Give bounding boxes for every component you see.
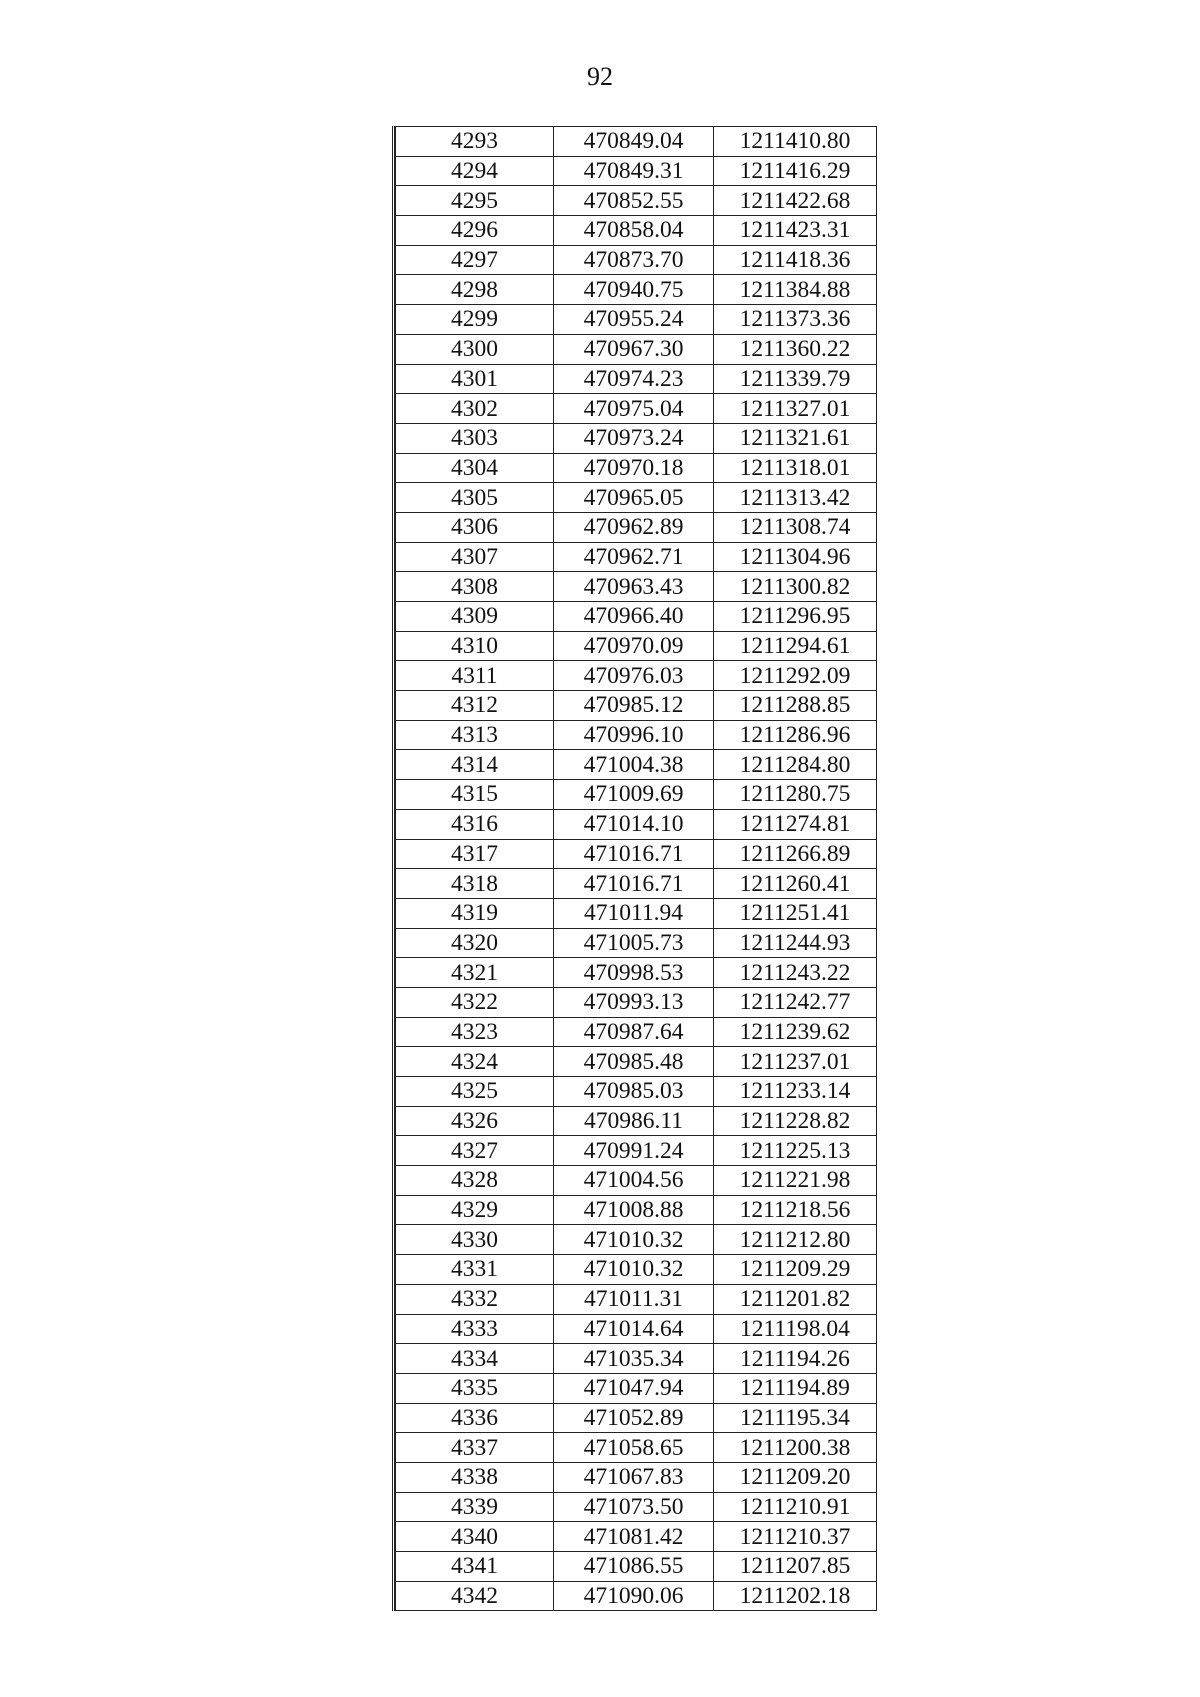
y-coordinate-cell: 1211360.22	[714, 334, 877, 364]
x-coordinate-cell: 471073.50	[554, 1492, 714, 1522]
table-row	[396, 572, 877, 602]
point-number-cell: 4338	[396, 1462, 554, 1492]
x-coordinate-cell: 471005.73	[554, 928, 714, 958]
x-coordinate-cell: 470985.48	[554, 1047, 714, 1077]
x-coordinate-cell: 470973.24	[554, 423, 714, 453]
point-number-cell: 4298	[396, 275, 554, 305]
point-number-cell: 4323	[396, 1017, 554, 1047]
point-number-cell: 4332	[396, 1284, 554, 1314]
point-number-cell: 4311	[396, 661, 554, 691]
point-number-cell: 4329	[396, 1195, 554, 1225]
table-row	[396, 1462, 877, 1492]
table-row	[396, 423, 877, 453]
point-number-cell: 4341	[396, 1552, 554, 1582]
point-number-cell: 4342	[396, 1581, 554, 1611]
point-number-cell: 4313	[396, 720, 554, 750]
x-coordinate-cell: 471047.94	[554, 1373, 714, 1403]
table-row	[396, 156, 877, 186]
y-coordinate-cell: 1211228.82	[714, 1106, 877, 1136]
y-coordinate-cell: 1211194.89	[714, 1373, 877, 1403]
table-row	[396, 1403, 877, 1433]
x-coordinate-cell: 470986.11	[554, 1106, 714, 1136]
point-number-cell: 4306	[396, 512, 554, 542]
x-coordinate-cell: 471009.69	[554, 780, 714, 810]
point-number-cell: 4319	[396, 898, 554, 928]
x-coordinate-cell: 470967.30	[554, 334, 714, 364]
y-coordinate-cell: 1211201.82	[714, 1284, 877, 1314]
table-row	[396, 720, 877, 750]
y-coordinate-cell: 1211251.41	[714, 898, 877, 928]
x-coordinate-cell: 471011.94	[554, 898, 714, 928]
x-coordinate-cell: 470976.03	[554, 661, 714, 691]
point-number-cell: 4327	[396, 1136, 554, 1166]
table-row	[396, 245, 877, 275]
point-number-cell: 4340	[396, 1522, 554, 1552]
y-coordinate-cell: 1211384.88	[714, 275, 877, 305]
coordinates-table	[395, 126, 877, 1611]
table-row	[396, 334, 877, 364]
y-coordinate-cell: 1211423.31	[714, 216, 877, 246]
x-coordinate-cell: 471016.71	[554, 839, 714, 869]
y-coordinate-cell: 1211239.62	[714, 1017, 877, 1047]
table-row	[396, 750, 877, 780]
y-coordinate-cell: 1211198.04	[714, 1314, 877, 1344]
y-coordinate-cell: 1211194.26	[714, 1344, 877, 1374]
point-number-cell: 4300	[396, 334, 554, 364]
y-coordinate-cell: 1211209.29	[714, 1255, 877, 1285]
y-coordinate-cell: 1211202.18	[714, 1581, 877, 1611]
point-number-cell: 4293	[396, 127, 554, 157]
y-coordinate-cell: 1211318.01	[714, 453, 877, 483]
x-coordinate-cell: 471090.06	[554, 1581, 714, 1611]
x-coordinate-cell: 470849.31	[554, 156, 714, 186]
point-number-cell: 4301	[396, 364, 554, 394]
table-row	[396, 1314, 877, 1344]
point-number-cell: 4299	[396, 305, 554, 335]
point-number-cell: 4335	[396, 1373, 554, 1403]
y-coordinate-cell: 1211212.80	[714, 1225, 877, 1255]
table-row	[396, 780, 877, 810]
table-row	[396, 1077, 877, 1107]
table-row	[396, 127, 877, 157]
table-row	[396, 839, 877, 869]
table-row	[396, 1284, 877, 1314]
point-number-cell: 4331	[396, 1255, 554, 1285]
point-number-cell: 4324	[396, 1047, 554, 1077]
x-coordinate-cell: 471067.83	[554, 1462, 714, 1492]
y-coordinate-cell: 1211274.81	[714, 809, 877, 839]
y-coordinate-cell: 1211210.37	[714, 1522, 877, 1552]
table-row	[396, 1522, 877, 1552]
point-number-cell: 4304	[396, 453, 554, 483]
y-coordinate-cell: 1211416.29	[714, 156, 877, 186]
y-coordinate-cell: 1211321.61	[714, 423, 877, 453]
y-coordinate-cell: 1211218.56	[714, 1195, 877, 1225]
table-row	[396, 1433, 877, 1463]
x-coordinate-cell: 470985.12	[554, 691, 714, 721]
x-coordinate-cell: 471081.42	[554, 1522, 714, 1552]
x-coordinate-cell: 470962.71	[554, 542, 714, 572]
x-coordinate-cell: 470852.55	[554, 186, 714, 216]
y-coordinate-cell: 1211286.96	[714, 720, 877, 750]
table-row	[396, 483, 877, 513]
x-coordinate-cell: 470970.18	[554, 453, 714, 483]
x-coordinate-cell: 470985.03	[554, 1077, 714, 1107]
point-number-cell: 4321	[396, 958, 554, 988]
point-number-cell: 4318	[396, 869, 554, 899]
point-number-cell: 4295	[396, 186, 554, 216]
table-row	[396, 186, 877, 216]
x-coordinate-cell: 470955.24	[554, 305, 714, 335]
x-coordinate-cell: 471010.32	[554, 1255, 714, 1285]
x-coordinate-cell: 471058.65	[554, 1433, 714, 1463]
table-row	[396, 602, 877, 632]
point-number-cell: 4337	[396, 1433, 554, 1463]
x-coordinate-cell: 471011.31	[554, 1284, 714, 1314]
y-coordinate-cell: 1211225.13	[714, 1136, 877, 1166]
y-coordinate-cell: 1211243.22	[714, 958, 877, 988]
x-coordinate-cell: 470975.04	[554, 394, 714, 424]
x-coordinate-cell: 470993.13	[554, 987, 714, 1017]
y-coordinate-cell: 1211288.85	[714, 691, 877, 721]
table-row	[396, 898, 877, 928]
y-coordinate-cell: 1211237.01	[714, 1047, 877, 1077]
point-number-cell: 4334	[396, 1344, 554, 1374]
x-coordinate-cell: 471004.38	[554, 750, 714, 780]
y-coordinate-cell: 1211233.14	[714, 1077, 877, 1107]
table-row	[396, 275, 877, 305]
coordinates-table-body	[396, 127, 877, 1611]
point-number-cell: 4309	[396, 602, 554, 632]
table-row	[396, 809, 877, 839]
table-row	[396, 631, 877, 661]
x-coordinate-cell: 471004.56	[554, 1166, 714, 1196]
y-coordinate-cell: 1211339.79	[714, 364, 877, 394]
coordinates-table-container	[392, 126, 877, 1611]
table-row	[396, 661, 877, 691]
x-coordinate-cell: 470965.05	[554, 483, 714, 513]
y-coordinate-cell: 1211422.68	[714, 186, 877, 216]
y-coordinate-cell: 1211296.95	[714, 602, 877, 632]
point-number-cell: 4310	[396, 631, 554, 661]
table-row	[396, 1166, 877, 1196]
page-number: 92	[587, 62, 613, 91]
x-coordinate-cell: 470849.04	[554, 127, 714, 157]
table-row	[396, 305, 877, 335]
x-coordinate-cell: 471014.64	[554, 1314, 714, 1344]
x-coordinate-cell: 470940.75	[554, 275, 714, 305]
table-row	[396, 1017, 877, 1047]
point-number-cell: 4326	[396, 1106, 554, 1136]
point-number-cell: 4316	[396, 809, 554, 839]
x-coordinate-cell: 470966.40	[554, 602, 714, 632]
table-row	[396, 216, 877, 246]
x-coordinate-cell: 470962.89	[554, 512, 714, 542]
table-row	[396, 1552, 877, 1582]
x-coordinate-cell: 470873.70	[554, 245, 714, 275]
table-row	[396, 987, 877, 1017]
table-row	[396, 928, 877, 958]
table-row	[396, 1344, 877, 1374]
y-coordinate-cell: 1211242.77	[714, 987, 877, 1017]
y-coordinate-cell: 1211280.75	[714, 780, 877, 810]
x-coordinate-cell: 470998.53	[554, 958, 714, 988]
x-coordinate-cell: 471010.32	[554, 1225, 714, 1255]
x-coordinate-cell: 470963.43	[554, 572, 714, 602]
y-coordinate-cell: 1211284.80	[714, 750, 877, 780]
table-row	[396, 691, 877, 721]
table-row	[396, 1225, 877, 1255]
y-coordinate-cell: 1211292.09	[714, 661, 877, 691]
point-number-cell: 4325	[396, 1077, 554, 1107]
table-row	[396, 1492, 877, 1522]
point-number-cell: 4308	[396, 572, 554, 602]
y-coordinate-cell: 1211244.93	[714, 928, 877, 958]
y-coordinate-cell: 1211373.36	[714, 305, 877, 335]
table-row	[396, 869, 877, 899]
table-row	[396, 1255, 877, 1285]
table-row	[396, 958, 877, 988]
table-row	[396, 512, 877, 542]
point-number-cell: 4312	[396, 691, 554, 721]
table-row	[396, 1581, 877, 1611]
y-coordinate-cell: 1211300.82	[714, 572, 877, 602]
table-row	[396, 542, 877, 572]
table-row	[396, 1047, 877, 1077]
point-number-cell: 4322	[396, 987, 554, 1017]
y-coordinate-cell: 1211304.96	[714, 542, 877, 572]
point-number-cell: 4315	[396, 780, 554, 810]
table-row	[396, 1106, 877, 1136]
point-number-cell: 4339	[396, 1492, 554, 1522]
y-coordinate-cell: 1211207.85	[714, 1552, 877, 1582]
x-coordinate-cell: 471014.10	[554, 809, 714, 839]
x-coordinate-cell: 471016.71	[554, 869, 714, 899]
y-coordinate-cell: 1211410.80	[714, 127, 877, 157]
point-number-cell: 4297	[396, 245, 554, 275]
table-row	[396, 1195, 877, 1225]
y-coordinate-cell: 1211200.38	[714, 1433, 877, 1463]
x-coordinate-cell: 470858.04	[554, 216, 714, 246]
point-number-cell: 4314	[396, 750, 554, 780]
point-number-cell: 4302	[396, 394, 554, 424]
x-coordinate-cell: 470974.23	[554, 364, 714, 394]
point-number-cell: 4303	[396, 423, 554, 453]
x-coordinate-cell: 471052.89	[554, 1403, 714, 1433]
point-number-cell: 4336	[396, 1403, 554, 1433]
x-coordinate-cell: 470987.64	[554, 1017, 714, 1047]
table-row	[396, 1373, 877, 1403]
point-number-cell: 4307	[396, 542, 554, 572]
table-row	[396, 364, 877, 394]
y-coordinate-cell: 1211418.36	[714, 245, 877, 275]
y-coordinate-cell: 1211308.74	[714, 512, 877, 542]
y-coordinate-cell: 1211294.61	[714, 631, 877, 661]
y-coordinate-cell: 1211327.01	[714, 394, 877, 424]
x-coordinate-cell: 471035.34	[554, 1344, 714, 1374]
table-row	[396, 453, 877, 483]
point-number-cell: 4294	[396, 156, 554, 186]
y-coordinate-cell: 1211260.41	[714, 869, 877, 899]
y-coordinate-cell: 1211313.42	[714, 483, 877, 513]
y-coordinate-cell: 1211266.89	[714, 839, 877, 869]
point-number-cell: 4333	[396, 1314, 554, 1344]
x-coordinate-cell: 470991.24	[554, 1136, 714, 1166]
point-number-cell: 4320	[396, 928, 554, 958]
point-number-cell: 4328	[396, 1166, 554, 1196]
x-coordinate-cell: 470970.09	[554, 631, 714, 661]
x-coordinate-cell: 471086.55	[554, 1552, 714, 1582]
y-coordinate-cell: 1211209.20	[714, 1462, 877, 1492]
point-number-cell: 4330	[396, 1225, 554, 1255]
point-number-cell: 4317	[396, 839, 554, 869]
y-coordinate-cell: 1211210.91	[714, 1492, 877, 1522]
y-coordinate-cell: 1211195.34	[714, 1403, 877, 1433]
table-row	[396, 394, 877, 424]
x-coordinate-cell: 471008.88	[554, 1195, 714, 1225]
x-coordinate-cell: 470996.10	[554, 720, 714, 750]
table-row	[396, 1136, 877, 1166]
point-number-cell: 4305	[396, 483, 554, 513]
point-number-cell: 4296	[396, 216, 554, 246]
y-coordinate-cell: 1211221.98	[714, 1166, 877, 1196]
